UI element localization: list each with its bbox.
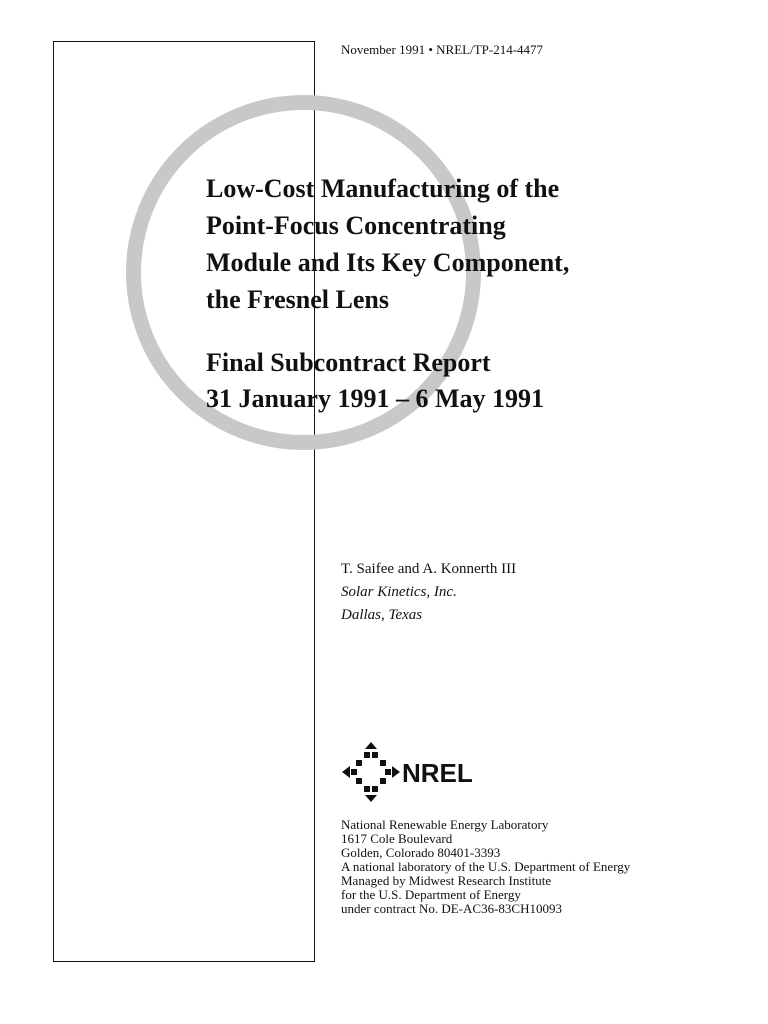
report-date-number: November 1991 • NREL/TP-214-4477 [341,42,544,57]
address-line: Managed by Midwest Research Institute [341,873,552,888]
address-line: Golden, Colorado 80401-3393 [341,845,501,860]
title-line: the Fresnel Lens [206,285,389,314]
title-line: Module and Its Key Component, [206,248,570,277]
subtitle-line: Final Subcontract Report [206,348,491,377]
address-line: 1617 Cole Boulevard [341,831,453,846]
author-organization: Solar Kinetics, Inc. [341,584,457,600]
title-line: Point-Focus Concentrating [206,211,506,240]
title-line: Low-Cost Manufacturing of the [206,174,560,203]
address-line: National Renewable Energy Laboratory [341,817,549,832]
author-location: Dallas, Texas [341,607,423,623]
report-title [206,170,726,318]
nrel-logo [342,742,482,802]
address-line: A national laboratory of the U.S. Department of Energy [341,859,631,874]
report-subtitle [206,345,726,417]
address-line: under contract No. DE-AC36-83CH10093 [341,901,562,916]
author-names: T. Saifee and A. Konnerth III [341,561,517,577]
subtitle-line: 31 January 1991 – 6 May 1991 [206,384,544,413]
lab-address [341,818,630,916]
nrel-logo-text: NREL [402,758,473,788]
author-block [341,558,516,627]
nrel-arrows-icon [342,742,400,802]
address-line: for the U.S. Department of Energy [341,887,521,902]
